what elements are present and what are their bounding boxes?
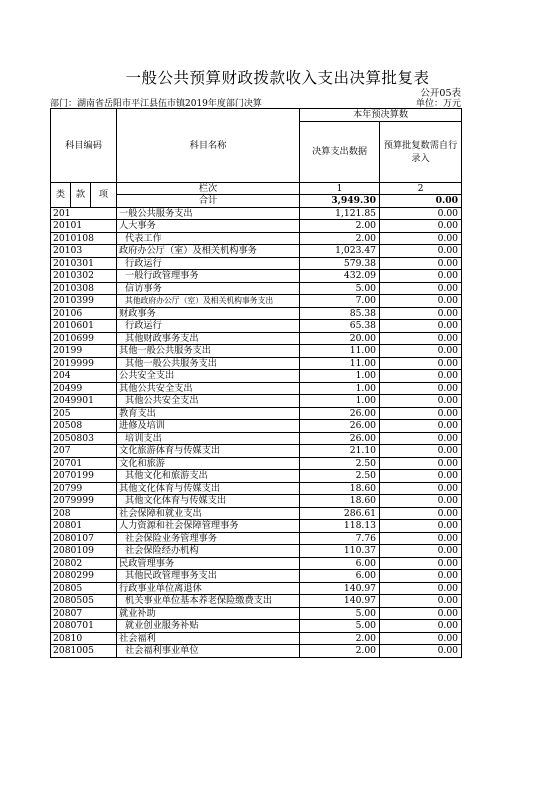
- table-row: [51, 582, 462, 595]
- subject-name-cell: 就业创业服务补贴: [117, 620, 300, 633]
- subject-code-cell: 20807: [51, 607, 117, 620]
- final-expense-cell: 65.38: [300, 320, 380, 333]
- table-row: [51, 445, 462, 458]
- unit-label: 单位：万元: [415, 99, 461, 109]
- approved-cell: 0.00: [380, 520, 462, 533]
- subject-name-cell: 行政事业单位离退休: [117, 582, 300, 595]
- subject-code-cell: 20103: [51, 245, 117, 258]
- approved-cell: 0.00: [380, 357, 462, 370]
- final-expense-cell: 2.00: [300, 232, 380, 245]
- final-expense-cell: 2.50: [300, 457, 380, 470]
- approved-cell: 0.00: [380, 532, 462, 545]
- subject-name-cell: 社会保障和就业支出: [117, 507, 300, 520]
- approved-cell: 0.00: [380, 382, 462, 395]
- approved-cell: 0.00: [380, 207, 462, 220]
- final-expense-cell: 6.00: [300, 570, 380, 583]
- table-row: [51, 570, 462, 583]
- subject-code-cell: 2010302: [51, 270, 117, 283]
- approved-cell: 0.00: [380, 332, 462, 345]
- subject-code-cell: 2070199: [51, 470, 117, 483]
- subject-code-cell: 2010399: [51, 295, 117, 308]
- final-expense-cell: 1,023.47: [300, 245, 380, 258]
- subject-code-cell: 2080107: [51, 532, 117, 545]
- table-row: [51, 595, 462, 608]
- approved-cell: 0.00: [380, 395, 462, 408]
- subject-name-cell: 就业补助: [117, 607, 300, 620]
- final-expense-cell: 432.09: [300, 270, 380, 283]
- final-expense-cell: 18.60: [300, 482, 380, 495]
- page-title: 一般公共预算财政拨款收入支出决算批复表: [125, 69, 430, 87]
- subject-code-cell: 20508: [51, 420, 117, 433]
- department-label: 部门：湖南省岳阳市平江县伍市镇2019年度部门决算: [50, 99, 262, 109]
- approved-cell: 0.00: [380, 320, 462, 333]
- approved-cell: 0.00: [380, 345, 462, 358]
- subject-name-cell: 代表工作: [117, 232, 300, 245]
- approved-cell: 0.00: [380, 470, 462, 483]
- form-code: 公开05表: [420, 88, 461, 99]
- subject-name-cell: 培训支出: [117, 432, 300, 445]
- approved-cell: 0.00: [380, 582, 462, 595]
- subject-code-cell: 2019999: [51, 357, 117, 370]
- final-expense-cell: 1.00: [300, 395, 380, 408]
- approved-cell: 0.00: [380, 495, 462, 508]
- subject-code-cell: 20701: [51, 457, 117, 470]
- header-subject-name: 科目名称: [117, 109, 300, 183]
- subject-name-cell: 财政事务: [117, 307, 300, 320]
- subject-name-cell: 行政运行: [117, 320, 300, 333]
- subject-name-cell: 其他公共安全支出: [117, 395, 300, 408]
- subject-name-cell: 进修及培训: [117, 420, 300, 433]
- subject-name-cell: 其他一般公共服务支出: [117, 345, 300, 358]
- subject-name-cell: 公共安全支出: [117, 370, 300, 383]
- subject-name-cell: 机关事业单位基本养老保险缴费支出: [117, 595, 300, 608]
- total-label: 合计: [117, 195, 300, 208]
- table-row: [51, 607, 462, 620]
- final-expense-cell: 2.00: [300, 645, 380, 658]
- approved-cell: 0.00: [380, 570, 462, 583]
- approved-cell: 0.00: [380, 507, 462, 520]
- table-row: [51, 407, 462, 420]
- final-expense-cell: 5.00: [300, 282, 380, 295]
- table-row: [51, 420, 462, 433]
- subject-name-cell: 其他一般公共服务支出: [117, 357, 300, 370]
- approved-cell: 0.00: [380, 607, 462, 620]
- final-expense-cell: 579.38: [300, 257, 380, 270]
- final-expense-cell: 140.97: [300, 595, 380, 608]
- subject-code-cell: 2049901: [51, 395, 117, 408]
- subject-name-cell: 信访事务: [117, 282, 300, 295]
- table-row: [51, 620, 462, 633]
- subject-name-cell: 社会保险业务管理事务: [117, 532, 300, 545]
- subject-name-cell: 其他民政管理事务支出: [117, 570, 300, 583]
- subject-code-cell: 20101: [51, 220, 117, 233]
- table-row: [51, 345, 462, 358]
- table-row: [51, 507, 462, 520]
- final-expense-cell: 26.00: [300, 407, 380, 420]
- subject-code-cell: 2079999: [51, 495, 117, 508]
- table-row: [51, 495, 462, 508]
- subject-code-cell: 208: [51, 507, 117, 520]
- header-col1: 1: [300, 182, 380, 195]
- final-expense-cell: 26.00: [300, 420, 380, 433]
- approved-cell: 0.00: [380, 245, 462, 258]
- header-budget-group: 本年预决算数: [300, 109, 462, 122]
- subject-code-cell: 207: [51, 445, 117, 458]
- table-row: [51, 482, 462, 495]
- subject-name-cell: 社会福利: [117, 632, 300, 645]
- table-row: [51, 457, 462, 470]
- table-row: [51, 370, 462, 383]
- header-col-index: 栏次: [117, 182, 300, 195]
- table-row: [51, 632, 462, 645]
- final-expense-cell: 7.76: [300, 532, 380, 545]
- subject-name-cell: 民政管理事务: [117, 557, 300, 570]
- final-expense-cell: 140.97: [300, 582, 380, 595]
- table-row: [51, 357, 462, 370]
- subject-code-cell: 2010699: [51, 332, 117, 345]
- subject-code-cell: 201: [51, 207, 117, 220]
- table-row: [51, 295, 462, 308]
- subject-name-cell: 文化旅游体育与传媒支出: [117, 445, 300, 458]
- approved-cell: 0.00: [380, 282, 462, 295]
- subject-code-cell: 20801: [51, 520, 117, 533]
- final-expense-cell: 6.00: [300, 557, 380, 570]
- subject-name-cell: 行政运行: [117, 257, 300, 270]
- approved-cell: 0.00: [380, 220, 462, 233]
- subject-name-cell: 其他文化体育与传媒支出: [117, 495, 300, 508]
- header-col2: 2: [380, 182, 462, 195]
- table-row: [51, 307, 462, 320]
- approved-cell: 0.00: [380, 632, 462, 645]
- final-expense-cell: 21.10: [300, 445, 380, 458]
- approved-cell: 0.00: [380, 557, 462, 570]
- subject-code-cell: 20499: [51, 382, 117, 395]
- approved-cell: 0.00: [380, 457, 462, 470]
- total-approved: 0.00: [380, 195, 462, 208]
- final-expense-cell: 2.50: [300, 470, 380, 483]
- approved-cell: 0.00: [380, 407, 462, 420]
- subject-name-cell: 社会保险经办机构: [117, 545, 300, 558]
- approved-cell: 0.00: [380, 420, 462, 433]
- subject-code-cell: 2010301: [51, 257, 117, 270]
- subject-code-cell: 2010308: [51, 282, 117, 295]
- subject-name-cell: 其他文化和旅游支出: [117, 470, 300, 483]
- table-row: [51, 545, 462, 558]
- header-kuan: 款: [71, 182, 91, 207]
- final-expense-cell: 2.00: [300, 632, 380, 645]
- final-expense-cell: 286.61: [300, 507, 380, 520]
- table-row: [51, 232, 462, 245]
- final-expense-cell: 5.00: [300, 620, 380, 633]
- table-row: [51, 220, 462, 233]
- subject-code-cell: 2080505: [51, 595, 117, 608]
- final-expense-cell: 26.00: [300, 432, 380, 445]
- table-row: [51, 432, 462, 445]
- subject-code-cell: 20106: [51, 307, 117, 320]
- approved-cell: 0.00: [380, 482, 462, 495]
- approved-cell: 0.00: [380, 370, 462, 383]
- subject-name-cell: 其他财政事务支出: [117, 332, 300, 345]
- subject-code-cell: 2050803: [51, 432, 117, 445]
- final-expense-cell: 1.00: [300, 370, 380, 383]
- approved-cell: 0.00: [380, 270, 462, 283]
- table-row: [51, 270, 462, 283]
- header-final-expense: 决算支出数据: [300, 121, 380, 182]
- subject-name-cell: 其他政府办公厅（室）及相关机构事务支出: [117, 295, 300, 308]
- table-row: [51, 645, 462, 658]
- final-expense-cell: 1,121.85: [300, 207, 380, 220]
- final-expense-cell: 18.60: [300, 495, 380, 508]
- subject-code-cell: 20805: [51, 582, 117, 595]
- subject-name-cell: 文化和旅游: [117, 457, 300, 470]
- header-lei: 类: [51, 182, 71, 207]
- approved-cell: 0.00: [380, 545, 462, 558]
- final-expense-cell: 20.00: [300, 332, 380, 345]
- final-expense-cell: 110.37: [300, 545, 380, 558]
- subject-name-cell: 人大事务: [117, 220, 300, 233]
- header-xiang: 项: [91, 182, 117, 207]
- subject-code-cell: 2080701: [51, 620, 117, 633]
- table-row: [51, 257, 462, 270]
- subject-code-cell: 204: [51, 370, 117, 383]
- subject-name-cell: 其他文化体育与传媒支出: [117, 482, 300, 495]
- final-expense-cell: 7.00: [300, 295, 380, 308]
- final-expense-cell: 5.00: [300, 607, 380, 620]
- budget-table: [50, 108, 462, 658]
- subject-name-cell: 政府办公厅（室）及相关机构事务: [117, 245, 300, 258]
- subject-code-cell: 205: [51, 407, 117, 420]
- approved-cell: 0.00: [380, 595, 462, 608]
- table-row: [51, 282, 462, 295]
- header-subject-code: 科目编码: [51, 109, 117, 183]
- subject-code-cell: 20199: [51, 345, 117, 358]
- approved-cell: 0.00: [380, 307, 462, 320]
- subject-name-cell: 教育支出: [117, 407, 300, 420]
- subject-code-cell: 20799: [51, 482, 117, 495]
- table-row: [51, 207, 462, 220]
- final-expense-cell: 1.00: [300, 382, 380, 395]
- final-expense-cell: 11.00: [300, 345, 380, 358]
- table-row: [51, 532, 462, 545]
- approved-cell: 0.00: [380, 445, 462, 458]
- table-row: [51, 557, 462, 570]
- approved-cell: 0.00: [380, 232, 462, 245]
- header-approved: 预算批复数需自行录入: [380, 121, 462, 182]
- table-row: [51, 320, 462, 333]
- table-row: [51, 332, 462, 345]
- subject-code-cell: 20810: [51, 632, 117, 645]
- approved-cell: 0.00: [380, 295, 462, 308]
- table-row: [51, 395, 462, 408]
- final-expense-cell: 11.00: [300, 357, 380, 370]
- final-expense-cell: 2.00: [300, 220, 380, 233]
- table-row: [51, 382, 462, 395]
- subject-code-cell: 20802: [51, 557, 117, 570]
- total-value: 3,949.30: [300, 195, 380, 208]
- subject-name-cell: 其他公共安全支出: [117, 382, 300, 395]
- subject-name-cell: 人力资源和社会保障管理事务: [117, 520, 300, 533]
- subject-code-cell: 2080299: [51, 570, 117, 583]
- approved-cell: 0.00: [380, 620, 462, 633]
- approved-cell: 0.00: [380, 432, 462, 445]
- subject-code-cell: 2081005: [51, 645, 117, 658]
- subject-code-cell: 2010601: [51, 320, 117, 333]
- subject-name-cell: 社会福利事业单位: [117, 645, 300, 658]
- final-expense-cell: 85.38: [300, 307, 380, 320]
- approved-cell: 0.00: [380, 645, 462, 658]
- subject-name-cell: 一般公共服务支出: [117, 207, 300, 220]
- table-row: [51, 245, 462, 258]
- subject-code-cell: 2010108: [51, 232, 117, 245]
- subject-code-cell: 2080109: [51, 545, 117, 558]
- approved-cell: 0.00: [380, 257, 462, 270]
- table-row: [51, 520, 462, 533]
- final-expense-cell: 118.13: [300, 520, 380, 533]
- table-row: [51, 470, 462, 483]
- subject-name-cell: 一般行政管理事务: [117, 270, 300, 283]
